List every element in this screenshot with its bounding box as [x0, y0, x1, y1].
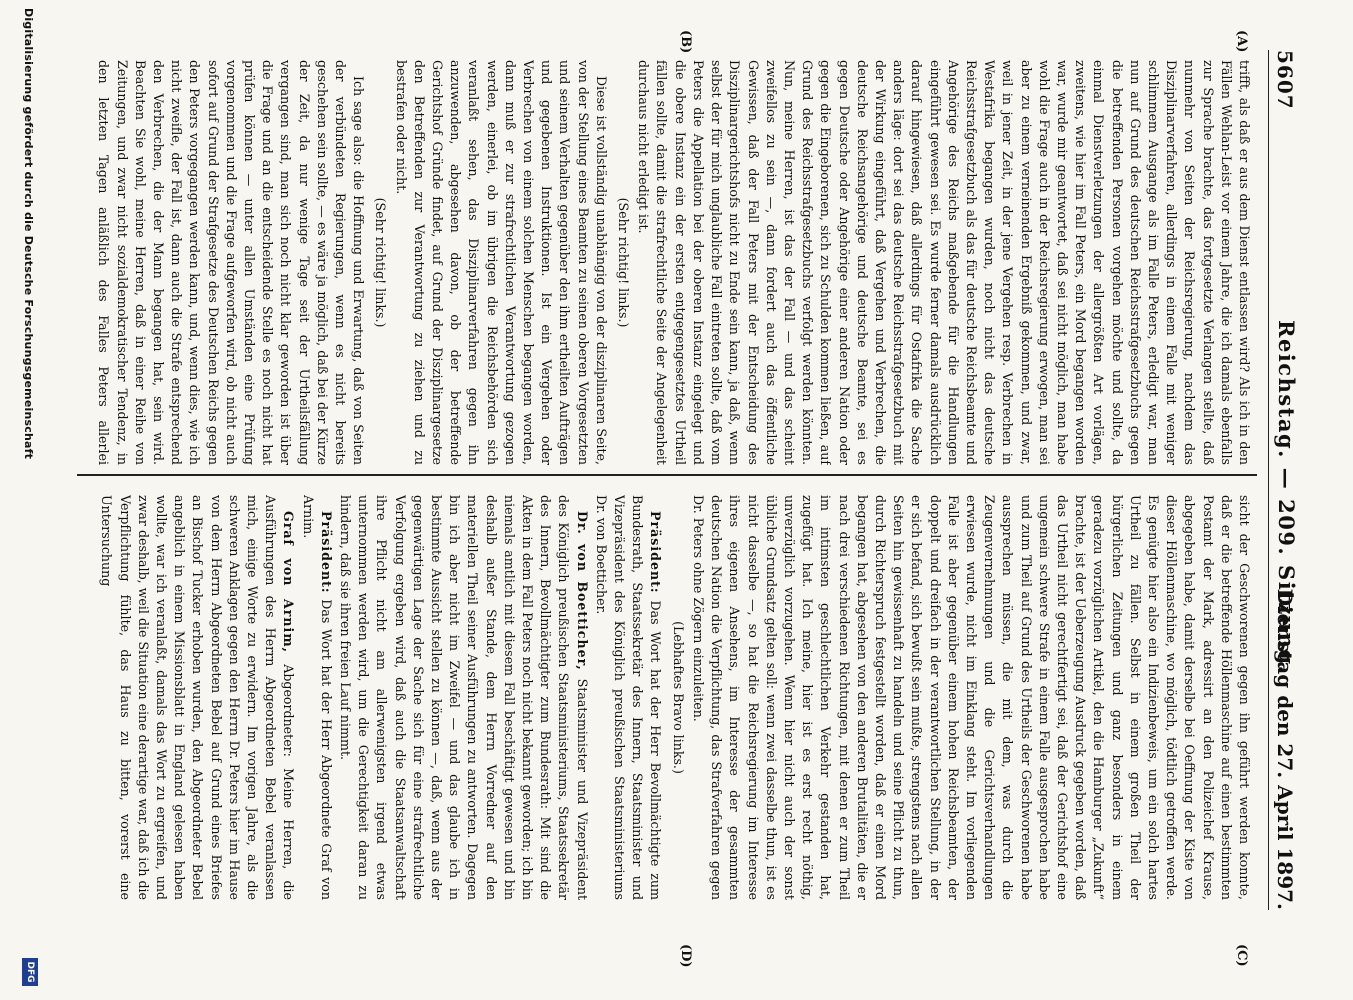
page-header — [1268, 50, 1303, 910]
speech-text: Das Wort hat der Herr Bevollmächtigte zum Bundesrath, Staatssekretär des Innern, Staatsminister und Vizepräsident des Königlich preußischen Staatsministeriums Dr. von Boetticher. — [593, 495, 664, 900]
paragraph: Ich sage also: die Hoffnung und Erwartung, daß von Seiten der verbündeten Regierungen, wenn es nicht bereits geschehen sein sollte, — es wäre ja möglich, daß bei der Kürze der Zeit, da nur wenige Tage seit der Urtheilsfällung vergangen sind, man sich noch nicht klar geworden ist über die Frage und an die entscheidende Stelle es noch nicht hat prüfen können — unter allen Umständen eine Prüfung vorgenommen und die Frage aufgeworfen wird, ob nicht auch sofort auf Grund der Strafgesetze des Deutschen Reichs gegen den Peters vorgegangen werden kann, und, wenn dies, wie ich nicht zweifle, der Fall ist, dann auch die Strafe entsprechend den Verbrechen, die der Mann begangen hat, sein wird. Beachten Sie wohl, meine Herren, daß in einer Reihe von Zeitungen, und zwar nicht sozialdemokratischer Tendenz, in den letzten Tagen anläßlich des Falles Peters allerlei — [96, 60, 367, 465]
text-column-left — [93, 60, 1253, 465]
column-divider — [77, 474, 1257, 476]
text-column-right — [93, 495, 1253, 900]
applause-note: (Sehr richtig! links.) — [616, 197, 632, 328]
dfg-logo: DFG — [22, 958, 38, 986]
speaker-name: Präsident: — [318, 511, 334, 594]
margin-marker-a: (A) — [1234, 30, 1249, 53]
speech-text: Das Wort hat der Herr Abgeordnete Graf von Arnim. — [300, 495, 334, 900]
margin-marker-c: (C) — [1234, 944, 1249, 967]
speaker-paragraph — [336, 495, 591, 900]
speaker-paragraph — [592, 495, 665, 900]
speech-text: Staatsminister und Vizepräsident des Königlich preußischen Staatsministeriums, Staatssekretär des Innern, Bevollmächtigter zum Bundesrath: Mit sind die Akten in dem Fall Peters noch nicht bekannt geworden; ich bin niemals amtlich mit diesem Fall beschäftigt gewesen und bin deshalb außer Stande, dem Herrn Vorredner auf den materiellen Theil seiner Ausführungen zu antworten. Dagegen bin ich aber nicht im Zweifel — und das glaube ich in bestimmte Aussicht stellen zu können —, daß, wenn aus der gegenwärtigen Lage der Sache sich für eine strafrechtliche Verfolgung ergeben wird, daß auch die Staatsanwaltschaft ihre Pflicht nicht am allerwenigsten irgend etwas unternommen werden wird, um die Gerechtigkeit daran zu hindern, daß sie ihren freien Lauf nimmt. — [338, 495, 590, 900]
paragraph: trifft, als daß er aus dem Dienst entlassen wird? Als ich in den Fällen Wehlan-Leist vor einem Jahre, die ich damals ebenfalls zur Sprache brachte, das fortgesetzte Verlangen stellte, daß nunmehr von Seiten der Reichsregierung, nachdem das Disziplinarverfahren, allerdings in einem Falle mit weniger schlimmem Ausgange als im Falle Peters, erledigt war, man nun auf Grund des deutschen Reichsstrafgesetzbuchs gegen die betreffenden Personen vorgehen möchte und sollte, da einmal Dienstverletzungen der allergrößten Art vorlägen, zweitens, wie hier im Fall Peters, ein Mord begangen worden war, wurde mir geantwortet, daß sei nicht möglich, man habe wohl die Frage auch in der Reichsregierung erwogen, man sei aber zu einem verneinenden Ergebniß gekommen, und zwar, weil in jener Zeit, in der jene Vergehen resp. Verbrechen in Westafrika begangen wurden, noch nicht das deutsche Reichsstrafgesetzbuch als das für deutsche Reichsbeamte und Angehörige des Reichs maßgebende für die Handlungen eingeführt gewesen sei. Es wurde ferner damals ausdrücklich darauf hingewiesen, daß allerdings für Ostafrika die Sache anders läge: dort sei das deutsche Reichsstrafgesetzbuch mit der Wirkung eingeführt, daß Vergehen und Verbrechen, die deutsche Reichsangehörige und deutsche Beamte, sei es gegen Deutsche oder Angehörige einer anderen Nation oder gegen die Eingeborenen, sich zu Schulden kommen ließen, auf Grund des Reichsstrafgesetzbuchs verfolgt werden könnten. Nun, meine Herren, ist das der Fall — und das scheint zweifellos zu sein —, dann fordert auch das öffentliche Gewissen, daß der Fall Peters mit der Entscheidung des Disziplinargerichtshofs nicht zu Ende sein kann, ja daß, wenn selbst der für mich unglaubliche Fall eintreten sollte, daß vom Peters die Appellation bei der oberen Instanz eingelegt und die obere Instanz ein der ersten entgegengesetztes Urtheil fällen sollte, damit die strafrechtliche Seite der Angelegenheit durchaus nicht erledigt ist. — [636, 60, 1252, 465]
speaker-paragraph — [298, 495, 334, 900]
digitization-credit: Digitalisierung gefördert durch die Deutsche Forschungsgemeinschaft — [22, 8, 35, 460]
speaker-name: Graf von Arnim, — [281, 511, 297, 654]
applause-note: (Sehr richtig! links.) — [373, 197, 389, 328]
session-title: Reichstag. — 209. Sitzung. — [1274, 320, 1299, 675]
margin-marker-d: (D) — [678, 944, 693, 968]
footer — [17, 0, 41, 1000]
page-number: 5607 — [1273, 50, 1297, 110]
applause-note: (Lebhaftes Bravo links.) — [670, 621, 686, 774]
speaker-name: Dr. von Boetticher, — [574, 511, 590, 671]
paragraph: sicht der Geschworenen gegen ihn geführt werden konnte, daß er die betreffende Höllenmaschine auf einen bestimmten Postamt der Mark, adressirt an den Polizeichef Krause, abgegeben habe, damit derselbe bei Oeffnung der Kiste von dieser Höllenmaschine, wo möglich, tödtlich getroffen werde. Es genügte hier also ein Indizienbeweis, um ein solch hartes Urtheil zu fällen. Selbst in einem großen Theil der bürgerlichen Zeitungen und ganz besonders in einem geradezu vorzüglichen Artikel, den die Hamburger „Zukunft“ brachte, ist der Ueberzeugung Ausdruck gegeben worden, daß das Urtheil nicht gerechtfertigt sei, daß der Gerichtshof eine ungemein schwere Strafe in einem Falle ausgesprochen habe und zum Theil auf Grund des Urtheils der Geschworenen habe aussprechen müssen, die mit dem, was durch die Zeugenvernehmungen und die Gerichtsverhandlungen erwiesen wurde, nicht im Einklang steht. Im vorliegenden Falle ist aber gegenüber einem hohen Reichsbeamten, der doppelt und dreifach in der verantwortlichen Stellung, in der er sich befand, sich bewußt sein mußte, strengstens nach allen Seiten hin gewissenhaft zu handeln und seine Pflicht zu thun, durch Richterspruch festgestellt worden, daß er einen Mord begangen hat, abgesehen von den anderen Brutalitäten, die er nach drei verschiedenen Richtungen, mit denen er zum Theil im intimsten geschlechtlichen Verkehr gestanden hat, zugefügt hat. Ich meine, hier ist es erst recht nöthig, unverzüglich vorzugehen. Wenn hier nicht auch der sonst übliche Grundsatz gelten soll: wenn zwei dasselbe thun, ist es nicht dasselbe —, so hat die Reichsregierung im Interesse ihres eigenen Ansehens, im Interesse der gesammten deutschen Nation die Verpflichtung, das Strafverfahren gegen Dr. Peters ohne Zögern einzuleiten. — [690, 495, 1252, 900]
speaker-name: Präsident: — [648, 511, 664, 594]
speech-text: Abgeordneter: Meine Herren, die Ausführungen des Herrn Abgeordneten Bebel veranlassen mich, einige Worte zu erwidern. Im vorigen Jahre, als die schweren Anklagen gegen den Herrn Dr. Peters hier im Hause von dem Herrn Abgeordneten Bebel auf Grund eines Briefes an Bischof Tucker erhoben wurden, den Abgeordneter Bebel angeblich in einem Missionsblatt in England gelesen haben wollte, war ich veranlaßt, damals das Wort zu ergreifen, und zwar deshalb, weil die Situation eine derartige war, daß ich die Verpflichtung fühlte, das Haus zu bitten, vorerst eine Untersuchung — [99, 495, 297, 900]
paragraph: Diese ist vollständig unabhängig von der disziplinaren Seite, von der Stellung eines Beamten zu seinen oberen Vorgesetzten und seinem Verhalten gegenüber den ihm ertheilten Aufträgen und gegebenen Instruktionen. Ist ein Vergehen oder Verbrechen von einem solchen Menschen begangen worden, dann muß er zur strafrechtlichen Verantwortung gezogen werden, einerlei, ob im übrigen die Reichsbehörden sich veranlaßt sehen, das Disziplinarverfahren gegen ihn anzuwenden, abgesehen davon, ob der betreffende Gerichtshof Gründe findet, auf Grund der Disziplinargesetze den Betreffenden zur Verantwortung zu ziehen und zu bestrafen oder nicht. — [393, 60, 609, 465]
session-date: Dienstag den 27. April 1897. — [1273, 588, 1297, 910]
margin-marker-b: (B) — [678, 30, 693, 54]
speaker-paragraph — [97, 495, 297, 900]
